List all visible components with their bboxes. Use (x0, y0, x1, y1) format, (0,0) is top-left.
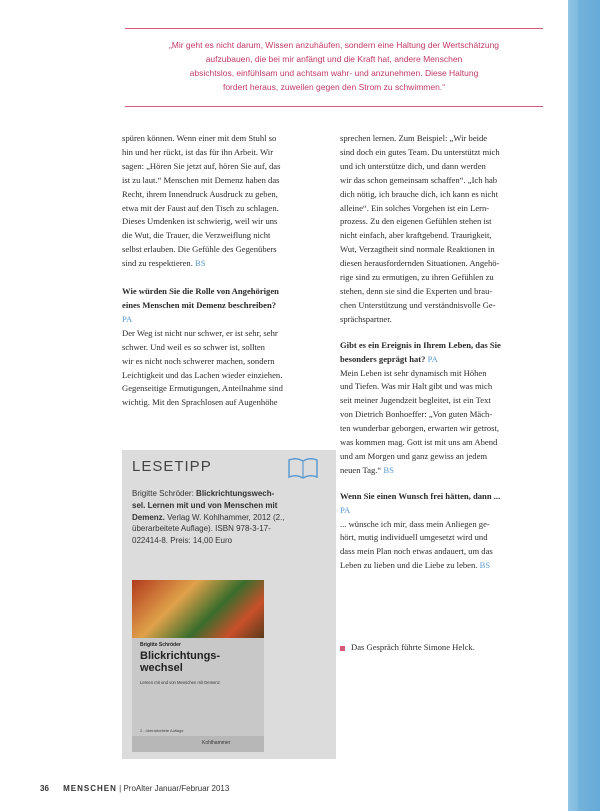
paragraph (340, 132, 552, 327)
text-line: Recht, ihrem Innendruck Ausdruck zu geben, (122, 188, 278, 199)
cover-author: Brigitte Schröder (140, 642, 181, 648)
quote-line: fordert heraus, zuweilen gegen den Strom zu schwimmen.“ (222, 82, 446, 92)
quote-line: absichtslos, einfühlsam und achtsam wahr- und anzunehmen. Diese Haltung (189, 68, 479, 78)
book-cover (132, 580, 264, 752)
book-cover-art (132, 580, 264, 638)
cover-publisher: Kohlhammer (202, 740, 231, 746)
text-line: nicht einfach, aber kraftgebend. Traurigkeit, (340, 230, 492, 241)
speaker-tag: BS (479, 560, 491, 571)
text-line: hin und her rückt, ist das für ihn Arbeit. Wir (122, 146, 274, 157)
text-line: neuen Tag.“ BS (340, 464, 394, 475)
cover-title: Blickrichtungs- wechsel (140, 650, 221, 674)
book-title: sel. Lernen mit und von Menschen mit (132, 500, 278, 510)
book-details: 022414-8. Preis: 14,00 Euro (132, 536, 233, 546)
text-line: ist zu laut.“ Menschen mit Demenz haben das (122, 174, 280, 185)
page-number: 36 (40, 784, 49, 793)
text-line: wichtig. Mit den Sprachlosen auf Augenhöhe (122, 397, 278, 408)
text-line: Wenn Sie einen Wunsch frei hätten, dann ... (340, 490, 501, 501)
text-line: stehen, denn sie sind die Experten und brau- (340, 285, 493, 296)
book-title: Demenz. (132, 512, 165, 522)
reading-tip-text (132, 488, 328, 547)
text-line: Mein Leben ist sehr dynamisch mit Höhen (340, 367, 487, 378)
speaker-tag: PA (122, 313, 133, 324)
interview-question (122, 285, 334, 313)
paragraph (122, 132, 334, 271)
text-line: chen Unterstützung und verständnisvolle Ge- (340, 299, 496, 310)
text-line: selbst erlauben. Die Gefühle des Gegenübers (122, 244, 277, 255)
text-line: und ich unterstütze dich, und dann werden (340, 160, 486, 171)
text-line: sprächspartner. (340, 313, 392, 324)
speaker-tag: PA (340, 504, 351, 515)
text-line: alleine“. Ein solches Vorgehen ist ein Lern- (340, 202, 490, 213)
cover-subtitle: Lernen mit und von Menschen mit Demenz (140, 680, 220, 685)
text-line: ... wünsche ich mir, dass mein Anliegen ge- (340, 518, 490, 529)
text-line: etwa mit der Faust auf den Tisch zu schlagen. (122, 202, 279, 213)
footer-separator: | (119, 784, 122, 793)
quote-bottom-rule (125, 106, 543, 107)
text-line: wir es nicht noch schwerer machen, sondern (122, 355, 275, 366)
text-line: diesen herausfordernden Situationen. Angehö- (340, 258, 500, 269)
page-footer (40, 784, 229, 793)
book-details: Verlag W. Kohlhammer, 2012 (2., (167, 512, 285, 522)
text-line: und am Morgen und ganz gewiss an jedem (340, 450, 488, 461)
text-line: besonders geprägt hat? PA (340, 353, 438, 364)
text-line: was kommen mag. Gott ist mit uns am Abend (340, 437, 498, 448)
quote-top-rule (125, 28, 543, 29)
magazine-section: MENSCHEN (63, 784, 117, 793)
cover-edition: 2., überarbeitete Auflage (140, 728, 184, 733)
pull-quote (125, 38, 543, 94)
text-line: sagen: „Hören Sie jetzt auf, hören Sie auf, das (122, 160, 281, 171)
text-line: Leichtigkeit und das Lachen wieder einziehen. (122, 369, 283, 380)
text-line: Dieses Umdenken ist schwierig, weil wir uns (122, 216, 278, 227)
text-line: eines Menschen mit Demenz beschreiben? (122, 299, 277, 310)
text-line: dass mein Plan noch etwas andauert, um das (340, 546, 493, 557)
text-line: Gibt es ein Ereignis in Ihrem Leben, das Sie (340, 339, 501, 350)
paragraph (340, 367, 552, 478)
pink-square-bullet (340, 646, 345, 651)
book-author: Brigitte Schröder: (132, 489, 194, 498)
text-line: Leben zu lieben und die Liebe zu leben. BS (340, 560, 491, 571)
quote-line: „Mir geht es nicht darum, Wissen anzuhäufen, sondern eine Haltung der Wertschätzung (168, 40, 500, 50)
text-line: Wut, Verzagtheit sind normale Reaktionen in (340, 244, 495, 255)
text-line: sind doch ein gutes Team. Du unterstützt mich (340, 146, 500, 157)
side-stripe-inner (578, 0, 600, 811)
cover-band (132, 736, 264, 752)
book-title: Blickrichtungswech- (196, 489, 275, 498)
text-line: sprechen lernen. Zum Beispiel: „Wir beide (340, 133, 488, 143)
interview-question (340, 339, 552, 367)
open-book-icon (287, 456, 319, 480)
text-line: schwer. Und weil es so schwer ist, sollten (122, 341, 265, 352)
text-line: seit meiner Jugendzeit begleitet, ist ein Text (340, 395, 491, 406)
reading-tip-box (122, 450, 336, 759)
right-column (340, 132, 552, 573)
text-line: dich nötig, ich brauche dich, ich kann es nicht (340, 188, 498, 199)
speaker-tag: BS (383, 464, 394, 475)
paragraph (340, 518, 552, 574)
interview-question (340, 490, 552, 504)
paragraph (122, 327, 334, 410)
text-line: die Wut, die Trauer, die Verzweiflung nicht (122, 230, 271, 241)
credit-text: Das Gespräch führte Simone Helck. (351, 642, 475, 652)
text-line: ten wunderbar geborgen, erwarten wir getrost, (340, 423, 500, 434)
text-line: hört, mutig individuell umgesetzt wird und (340, 532, 488, 543)
reading-tip-title: LESETIPP (132, 458, 212, 475)
text-line: sind zu respektieren. BS (122, 258, 206, 269)
text-line: spüren können. Wenn einer mit dem Stuhl so (122, 133, 277, 143)
text-line: rige sind zu ermutigen, zu ihren Gefühlen zu (340, 272, 494, 283)
text-line: prozess. Zu den eigenen Gefühlen stehen ist (340, 216, 492, 227)
left-column (122, 132, 334, 410)
text-line: wir das schon gemeinsam schaffen“. „Ich hab (340, 174, 498, 185)
text-line: Der Weg ist nicht nur schwer, er ist sehr, sehr (122, 327, 278, 338)
text-line: Wie würden Sie die Rolle von Angehörigen (122, 286, 279, 297)
publication-name: ProAlter (123, 784, 153, 793)
issue-date: Januar/Februar 2013 (154, 784, 230, 793)
interview-credit (340, 642, 475, 652)
text-line: Gegenseitige Ermutigungen, Anteilnahme sind (122, 383, 283, 394)
quote-line: aufzubauen, die bei mir anfängt und die Kraft hat, andere Menschen (205, 54, 463, 64)
speaker-tag: BS (195, 258, 206, 269)
book-details: überarbeitete Auflage). ISBN 978-3-17- (132, 524, 271, 534)
speaker-tag: PA (427, 353, 438, 364)
text-line: von Dietrich Bonhoeffer: „Von guten Mäch- (340, 409, 493, 420)
text-line: und Tiefen. Was mir Halt gibt und was mich (340, 381, 493, 392)
